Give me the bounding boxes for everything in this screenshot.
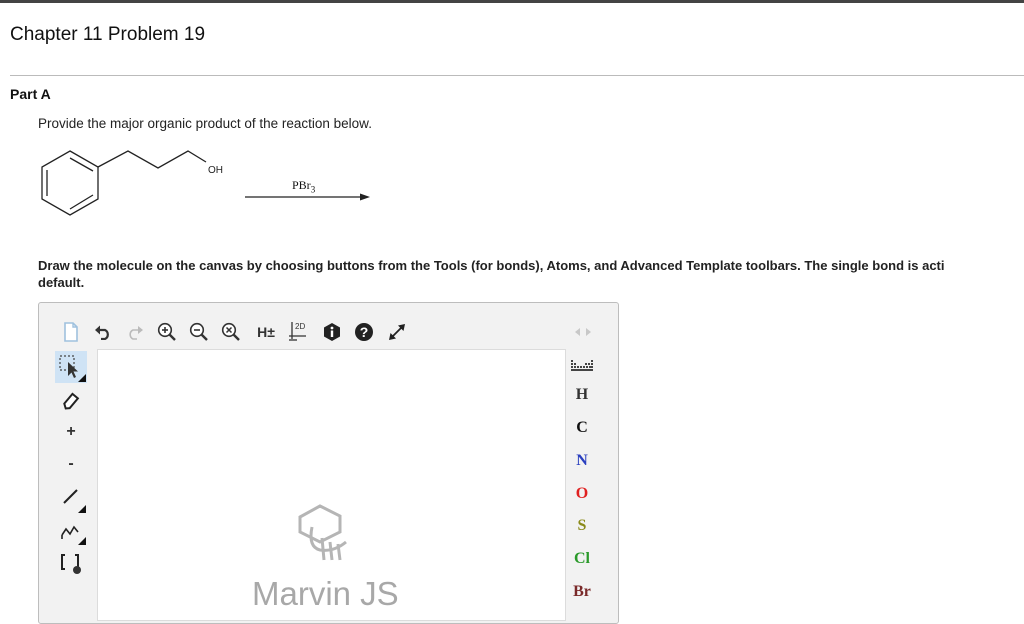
decrease-charge-label: - xyxy=(68,455,74,472)
undo-icon[interactable] xyxy=(92,321,114,343)
atom-h-label: H xyxy=(575,386,589,403)
atom-c-label: C xyxy=(576,419,588,436)
atom-c-button[interactable] xyxy=(566,414,598,442)
selection-tool[interactable] xyxy=(55,351,87,383)
clean-2d-label: 2D xyxy=(295,322,306,331)
panel-arrows-icon[interactable] xyxy=(572,324,594,340)
instructions xyxy=(38,257,1024,291)
hydrogen-toggle-button[interactable] xyxy=(253,320,279,344)
chain-tool[interactable] xyxy=(55,515,87,545)
atom-br-button[interactable] xyxy=(566,578,598,606)
increase-charge-label: + xyxy=(66,423,76,440)
instructions-line-2: default. xyxy=(38,275,85,290)
eraser-tool[interactable] xyxy=(55,385,87,415)
part-label: Part A xyxy=(10,86,51,102)
atom-o-label: O xyxy=(575,485,589,502)
marvin-watermark: Marvin JS xyxy=(252,575,399,612)
clean-2d-icon xyxy=(287,319,311,343)
atom-s-button[interactable] xyxy=(566,512,598,540)
divider xyxy=(10,75,1024,76)
fullscreen-icon[interactable] xyxy=(385,320,409,344)
reaction-scheme xyxy=(30,140,390,230)
atom-n-button[interactable] xyxy=(566,447,598,475)
hydrogen-toggle-label: H± xyxy=(257,324,275,340)
increase-charge-button[interactable] xyxy=(55,419,87,445)
top-border xyxy=(0,0,1024,3)
eraser-icon xyxy=(60,389,82,411)
zoom-out-icon[interactable] xyxy=(187,320,211,344)
atom-br-label: Br xyxy=(573,583,591,600)
question-prompt: Provide the major organic product of the reaction below. xyxy=(38,116,372,131)
atom-o-button[interactable] xyxy=(566,480,598,508)
hydroxyl-label: OH xyxy=(208,165,223,176)
atom-n-label: N xyxy=(576,452,588,469)
page-title: Chapter 11 Problem 19 xyxy=(10,24,206,45)
svg-text:?: ? xyxy=(359,324,369,340)
atom-cl-label: Cl xyxy=(574,550,590,567)
zoom-in-icon[interactable] xyxy=(155,320,179,344)
single-bond-icon xyxy=(56,483,86,513)
selection-icon xyxy=(56,352,86,382)
bracket-tool[interactable] xyxy=(55,547,87,577)
propyl-chain xyxy=(98,151,206,168)
redo-icon[interactable] xyxy=(124,321,146,343)
periodic-table-icon[interactable] xyxy=(566,355,598,377)
single-bond-tool[interactable] xyxy=(55,483,87,513)
chain-icon xyxy=(56,515,86,545)
instructions-line-1: Draw the molecule on the canvas by choosing buttons from the Tools (for bonds), Atoms, and Advanced Template toolbars. The single bond is acti xyxy=(38,258,945,273)
atom-cl-button[interactable] xyxy=(566,545,598,573)
info-icon[interactable] xyxy=(321,321,343,343)
reagent-label: PBr$_3$ xyxy=(292,178,316,195)
decrease-charge-button[interactable] xyxy=(55,451,87,477)
clean-2d-button[interactable] xyxy=(286,318,312,344)
arrow-head xyxy=(360,194,370,201)
atom-s-label: S xyxy=(577,517,587,534)
atom-h-button[interactable] xyxy=(566,381,598,409)
benzene-ring xyxy=(42,151,98,215)
marvin-logo-icon xyxy=(290,502,360,567)
bracket-icon xyxy=(56,547,86,577)
zoom-reset-icon[interactable] xyxy=(219,320,243,344)
new-document-icon[interactable] xyxy=(60,321,82,343)
help-icon[interactable] xyxy=(353,321,375,343)
